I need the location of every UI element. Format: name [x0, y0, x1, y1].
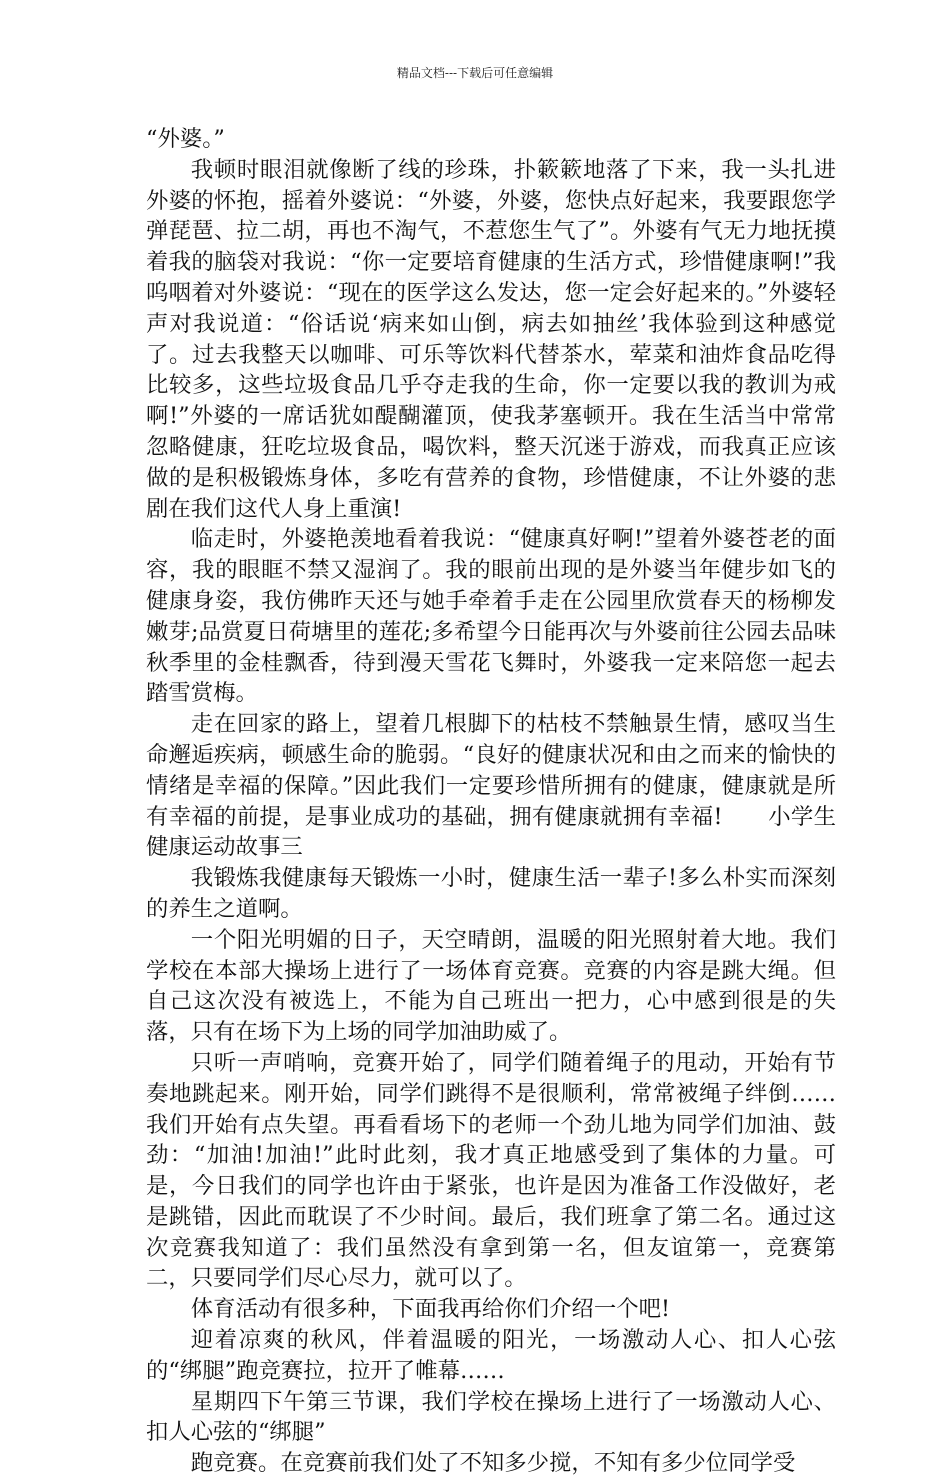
paragraph: 临走时，外婆艳羡地看着我说：“健康真好啊!”望着外婆苍老的面容，我的眼眶不禁又湿润了。我的眼前出现的是外婆当年健步如飞的健康身姿，我仿佛昨天还与她手牵着手走在公园里欣赏春天的杨柳发嫩芽;品赏夏日荷塘里的莲花;多希望今日能再次与外婆前往公园去品味秋季里的金桂飘香，待到漫天雪花飞舞时，外婆我一定来陪您一起去踏雪赏梅。: [146, 526, 836, 707]
paragraph: 走在回家的路上，望着几根脚下的枯枝不禁触景生情，感叹当生命邂逅疾病，顿感生命的脆弱。“良好的健康状况和由之而来的愉快的情绪是幸福的保障。”因此我们一定要珍惜所拥有的健康，健康就是所有幸福的前提，是事业成功的基础，拥有健康就拥有幸福! 小学生健康运动故事三: [146, 711, 836, 861]
paragraph: 只听一声哨响，竞赛开始了，同学们随着绳子的甩动，开始有节奏地跳起来。刚开始，同学们跳得不是很顺利，常常被绳子绊倒……我们开始有点失望。再看看场下的老师一个劲儿地为同学们加油、鼓劲：“加油!加油!”此时此刻，我才真正地感受到了集体的力量。可是，今日我们的同学也许由于紧张，也许是因为准备工作没做好，老是跳错，因此而耽误了不少时间。最后，我们班拿了第二名。通过这次竞赛我知道了：我们虽然没有拿到第一名，但友谊第一，竞赛第二，只要同学们尽心尽力，就可以了。: [146, 1049, 836, 1292]
paragraph: 体育活动有很多种，下面我再给你们介绍一个吧!: [190, 1296, 670, 1323]
paragraph: 跑竞赛。在竞赛前我们处了不知多少搅，不知有多少位同学受: [190, 1450, 796, 1477]
page-header: 精品文档---下载后可任意编辑: [396, 66, 554, 80]
paragraph: 我顿时眼泪就像断了线的珍珠，扑簌簌地落了下来，我一头扎进外婆的怀抱，摇着外婆说：“外婆，外婆，您快点好起来，我要跟您学弹琵琶、拉二胡，再也不淘气，不惹您生气了”。外婆有气无力地抚摸着我的脑袋对我说：“你一定要培育健康的生活方式，珍惜健康啊!”我呜咽着对外婆说：“现在的医学这么发达，您一定会好起来的。”外婆轻声对我说道：“俗话说‘病来如山倒，病去如抽丝’我体验到这种感觉了。过去我整天以咖啡、可乐等饮料代替茶水，荤菜和油炸食品吃得比较多，这些垃圾食品几乎夺走我的生命，你一定要以我的教训为戒啊!”外婆的一席话犹如醍醐灌顶，使我茅塞顿开。我在生活当中常常忽略健康，狂吃垃圾食品，喝饮料，整天沉迷于游戏，而我真正应该做的是积极锻炼身体，多吃有营养的食物，珍惜健康，不让外婆的悲剧在我们这代人身上重演!: [146, 156, 836, 522]
paragraph: “外婆。”: [146, 126, 225, 152]
paragraph: 迎着凉爽的秋风，伴着温暖的阳光，一场激动人心、扣人心弦的“绑腿”跑竞赛拉，拉开了帷幕……: [146, 1327, 836, 1384]
paragraph: 星期四下午第三节课，我们学校在操场上进行了一场激动人心、扣人心弦的“绑腿”: [146, 1388, 836, 1446]
paragraph: 一个阳光明媚的日子，天空晴朗，温暖的阳光照射着大地。我们学校在本部大操场上进行了一场体育竞赛。竞赛的内容是跳大绳。但自己这次没有被选上，不能为自己班出一把力，心中感到很是的失落，只有在场下为上场的同学加油助威了。: [146, 926, 836, 1046]
document-body: [146, 124, 836, 1479]
paragraph: 我锻炼我健康每天锻炼一小时，健康生活一辈子!多么朴实而深刻的养生之道啊。: [146, 865, 836, 922]
